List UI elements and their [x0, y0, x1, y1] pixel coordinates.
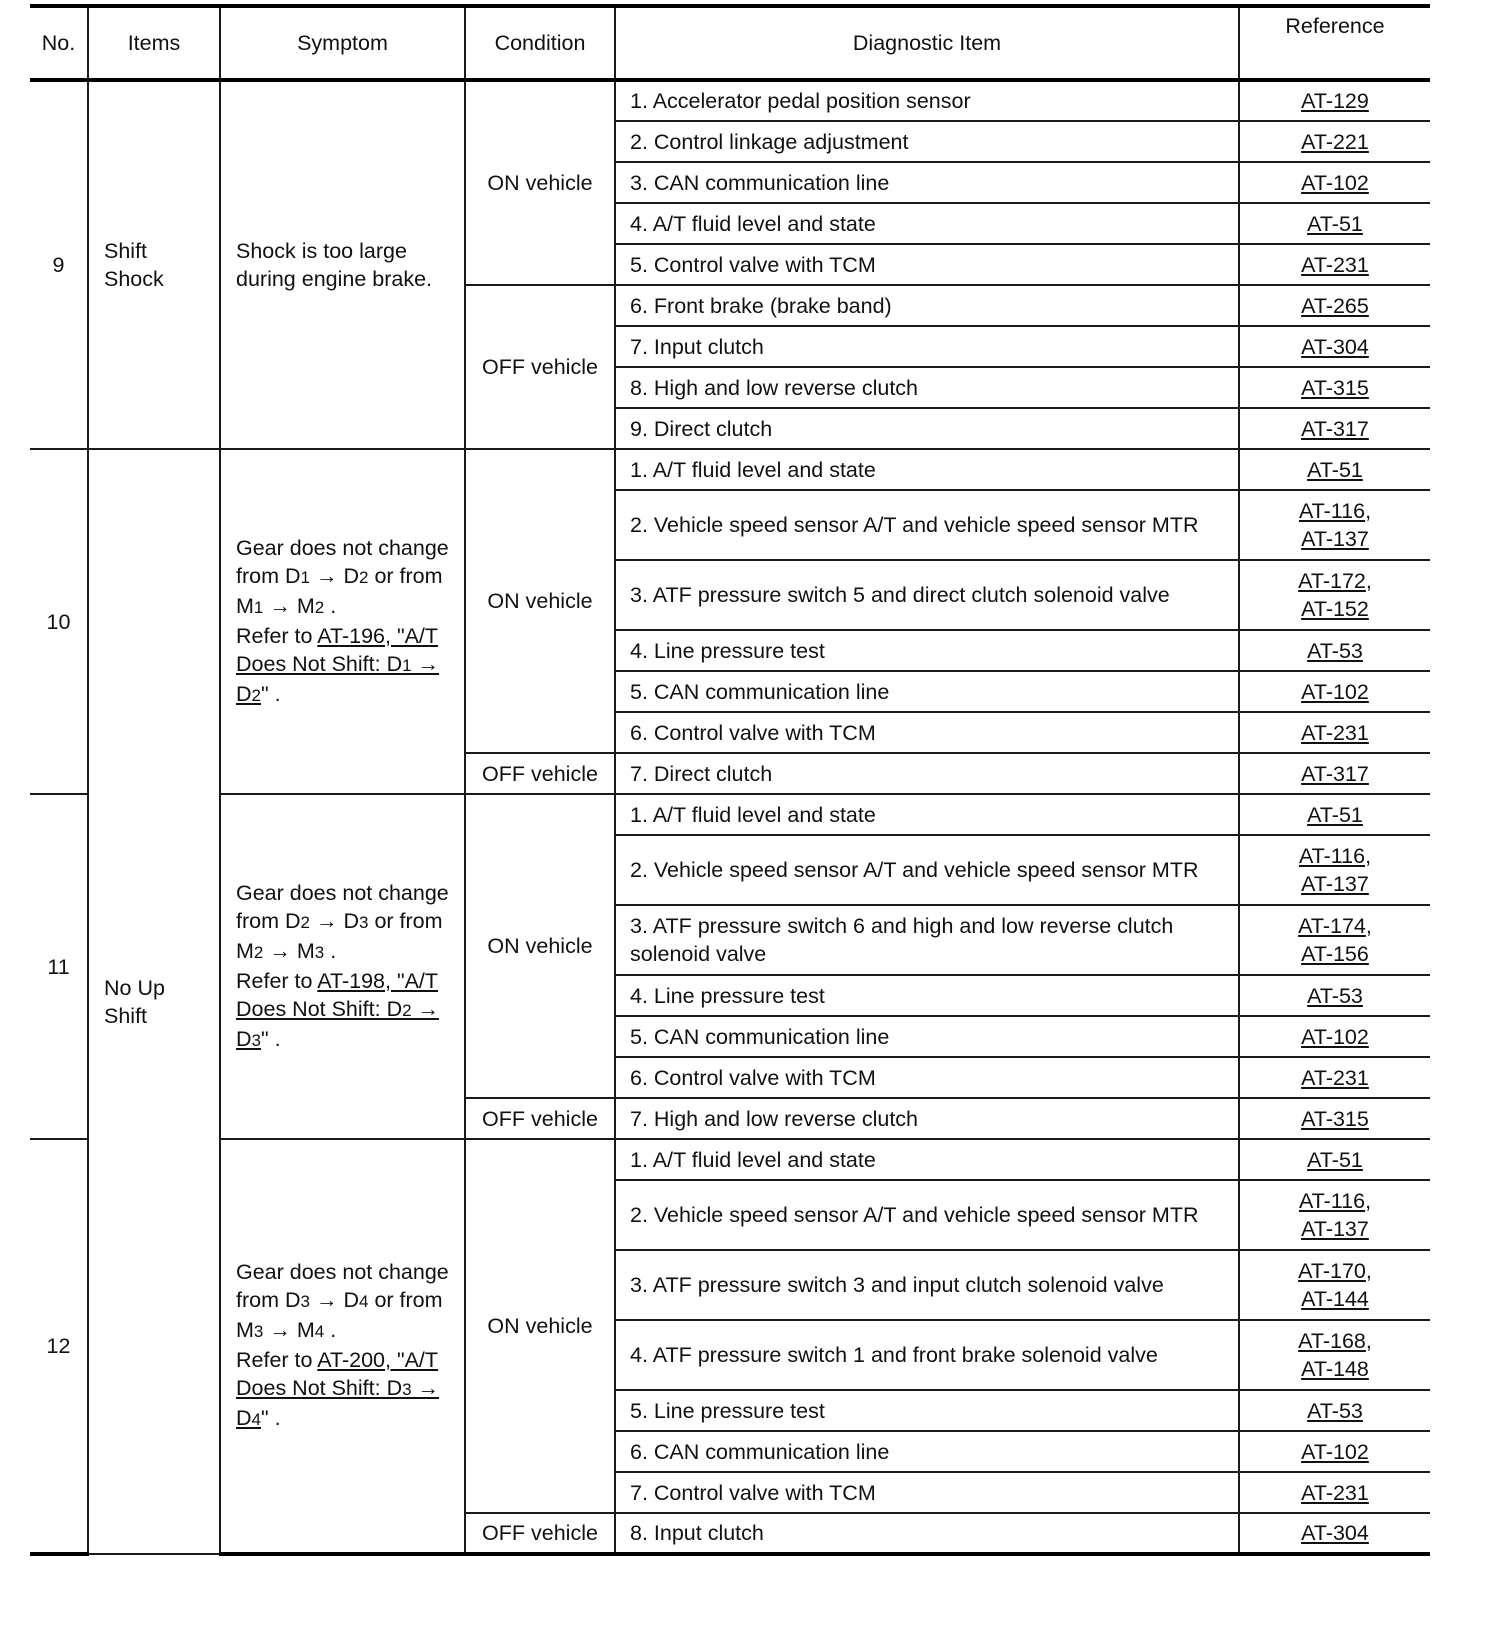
- symptom-link[interactable]: Does Not Shift: D2 →: [236, 996, 440, 1021]
- diagnostic-item: 6. CAN communication line: [615, 1431, 1239, 1472]
- diagnostic-item: 5. CAN communication line: [615, 671, 1239, 712]
- arrow-icon: →: [269, 938, 291, 963]
- diagnostic-item: 4. Line pressure test: [615, 975, 1239, 1016]
- reference-cell: [1239, 712, 1430, 753]
- reference-link[interactable]: AT-53: [1307, 1398, 1363, 1423]
- arrow-icon: →: [269, 593, 291, 618]
- reference-cell: [1239, 975, 1430, 1016]
- symptom-link[interactable]: Does Not Shift: D3 →: [236, 1376, 440, 1400]
- reference-link[interactable]: AT-129: [1301, 89, 1369, 113]
- diagnostic-table: [30, 4, 1430, 1556]
- diagnostic-item: 5. Control valve with TCM: [615, 244, 1239, 285]
- condition-cell: OFF vehicle: [465, 285, 615, 449]
- reference-cell: AT-116, AT-137: [1239, 835, 1430, 905]
- diagnostic-item: 1. A/T fluid level and state: [615, 449, 1239, 490]
- table-header-row: [30, 6, 1430, 80]
- symptom-cell: [220, 1139, 465, 1554]
- reference-link[interactable]: AT-172: [1298, 569, 1366, 593]
- symptom-link-end: D3" .: [236, 1026, 281, 1051]
- table-row: [30, 794, 1430, 835]
- symptom-link[interactable]: D3: [236, 1026, 261, 1051]
- reference-cell: [1239, 121, 1430, 162]
- table-row: [30, 449, 1430, 490]
- item-text: Shift: [104, 239, 148, 263]
- symptom-refer-line: Refer to AT-198, "A/T: [236, 968, 439, 993]
- row-number: 12: [30, 1139, 88, 1554]
- condition-cell: ON vehicle: [465, 1139, 615, 1513]
- reference-link[interactable]: AT-137: [1301, 527, 1369, 551]
- item-text: Shock: [104, 267, 164, 291]
- reference-link[interactable]: AT-144: [1301, 1287, 1369, 1311]
- symptom-gear-line: M2 → M3 .: [236, 938, 337, 963]
- item-cell: [88, 80, 220, 449]
- diagnostic-item: 3. CAN communication line: [615, 162, 1239, 203]
- reference-cell: [1239, 1057, 1430, 1098]
- symptom-link[interactable]: AT-196, "A/T: [317, 623, 439, 648]
- reference-link[interactable]: AT-231: [1301, 720, 1369, 745]
- row-number: 9: [30, 80, 88, 449]
- symptom-cell: [220, 449, 465, 794]
- reference-cell: AT-170, AT-144: [1239, 1250, 1430, 1320]
- diagnostic-item: 6. Front brake (brake band): [615, 285, 1239, 326]
- condition-cell: ON vehicle: [465, 80, 615, 285]
- diagnostic-item: 6. Control valve with TCM: [615, 712, 1239, 753]
- header-condition: Condition: [465, 6, 615, 80]
- diagnostic-item: 4. ATF pressure switch 1 and front brake solenoid valve: [615, 1320, 1239, 1390]
- reference-link[interactable]: AT-152: [1301, 597, 1369, 621]
- diagnostic-item: 4. Line pressure test: [615, 630, 1239, 671]
- diagnostic-item: 2. Vehicle speed sensor A/T and vehicle speed sensor MTR: [615, 490, 1239, 560]
- symptom-gear-line: M3 → M4 .: [236, 1318, 337, 1342]
- diagnostic-item: 7. Direct clutch: [615, 753, 1239, 794]
- diagnostic-item: 9. Direct clutch: [615, 408, 1239, 449]
- diagnostic-item: 3. ATF pressure switch 6 and high and low reverse clutch solenoid valve: [615, 905, 1239, 975]
- diagnostic-item: 7. Control valve with TCM: [615, 1472, 1239, 1513]
- arrow-icon: →: [315, 563, 338, 588]
- symptom-text: Gear does not change: [236, 535, 449, 560]
- reference-cell: [1239, 1098, 1430, 1139]
- reference-link[interactable]: AT-315: [1301, 1106, 1369, 1131]
- reference-cell: AT-116, AT-137: [1239, 1180, 1430, 1250]
- reference-link[interactable]: AT-51: [1307, 1147, 1363, 1172]
- reference-link[interactable]: AT-304: [1301, 334, 1369, 359]
- symptom-text: Gear does not change: [236, 880, 449, 905]
- reference-link[interactable]: AT-51: [1307, 457, 1363, 482]
- diagnostic-item: 7. Input clutch: [615, 326, 1239, 367]
- reference-link[interactable]: AT-148: [1301, 1357, 1369, 1381]
- reference-cell: [1239, 794, 1430, 835]
- reference-cell: [1239, 1472, 1430, 1513]
- diagnostic-item: 3. ATF pressure switch 3 and input clutch solenoid valve: [615, 1250, 1239, 1320]
- symptom-gear-line: M1 → M2 .: [236, 593, 337, 618]
- reference-cell: [1239, 1431, 1430, 1472]
- diagnostic-document: [30, 4, 1430, 1556]
- reference-cell: [1239, 80, 1430, 121]
- symptom-refer-line: Refer to AT-200, "A/T: [236, 1348, 439, 1372]
- reference-cell: [1239, 367, 1430, 408]
- symptom-text: Shock is too large: [236, 239, 407, 263]
- reference-link[interactable]: AT-116: [1298, 844, 1366, 868]
- reference-cell: [1239, 1139, 1430, 1180]
- reference-link[interactable]: AT-102: [1301, 1439, 1369, 1464]
- diagnostic-item: 5. Line pressure test: [615, 1390, 1239, 1431]
- reference-link[interactable]: AT-51: [1307, 802, 1363, 827]
- table-row: [30, 1139, 1430, 1180]
- reference-link[interactable]: AT-231: [1301, 1065, 1369, 1090]
- reference-cell: [1239, 630, 1430, 671]
- reference-link[interactable]: AT-137: [1301, 1217, 1369, 1241]
- diagnostic-item: 1. A/T fluid level and state: [615, 1139, 1239, 1180]
- item-text: No Up: [104, 975, 165, 1000]
- reference-link[interactable]: AT-102: [1301, 679, 1369, 704]
- reference-link[interactable]: AT-317: [1301, 416, 1369, 441]
- reference-cell: [1239, 753, 1430, 794]
- item-cell: [88, 449, 220, 1554]
- symptom-gear-line: from D3 → D4 or from: [236, 1288, 443, 1312]
- reference-link[interactable]: AT-231: [1301, 252, 1369, 277]
- symptom-gear-line: from D2 → D3 or from: [236, 908, 443, 933]
- reference-link[interactable]: AT-137: [1301, 872, 1369, 896]
- condition-cell: OFF vehicle: [465, 1513, 615, 1554]
- row-number: 11: [30, 794, 88, 1139]
- symptom-link[interactable]: D2: [236, 681, 261, 706]
- header-symptom: Symptom: [220, 6, 465, 80]
- condition-cell: ON vehicle: [465, 449, 615, 753]
- reference-link[interactable]: AT-53: [1307, 983, 1363, 1008]
- arrow-icon: →: [315, 1288, 338, 1312]
- condition-cell: ON vehicle: [465, 794, 615, 1098]
- diagnostic-item: 8. High and low reverse clutch: [615, 367, 1239, 408]
- diagnostic-item: 2. Vehicle speed sensor A/T and vehicle speed sensor MTR: [615, 1180, 1239, 1250]
- header-no: No.: [30, 6, 88, 80]
- reference-link[interactable]: AT-102: [1301, 1024, 1369, 1049]
- reference-cell: AT-168, AT-148: [1239, 1320, 1430, 1390]
- diagnostic-item: 4. A/T fluid level and state: [615, 203, 1239, 244]
- diagnostic-item: 3. ATF pressure switch 5 and direct clutch solenoid valve: [615, 560, 1239, 630]
- reference-cell: [1239, 244, 1430, 285]
- header-diagnostic-item: Diagnostic Item: [615, 6, 1239, 80]
- arrow-icon: →: [417, 1376, 440, 1400]
- symptom-cell: [220, 80, 465, 449]
- arrow-icon: →: [417, 651, 440, 676]
- reference-link[interactable]: AT-168: [1298, 1329, 1366, 1353]
- diagnostic-item: 1. A/T fluid level and state: [615, 794, 1239, 835]
- symptom-link-end: D2" .: [236, 681, 281, 706]
- header-items: Items: [88, 6, 220, 80]
- reference-link[interactable]: AT-116: [1298, 1189, 1366, 1213]
- reference-cell: AT-174, AT-156: [1239, 905, 1430, 975]
- arrow-icon: →: [269, 1318, 291, 1342]
- symptom-link[interactable]: D4: [236, 1406, 261, 1430]
- table-row: [30, 80, 1430, 121]
- reference-cell: [1239, 1390, 1430, 1431]
- reference-cell: [1239, 326, 1430, 367]
- reference-cell: [1239, 408, 1430, 449]
- condition-cell: OFF vehicle: [465, 1098, 615, 1139]
- symptom-link-end: D4" .: [236, 1406, 281, 1430]
- symptom-refer-line: Refer to AT-196, "A/T: [236, 623, 439, 648]
- diagnostic-item: 1. Accelerator pedal position sensor: [615, 80, 1239, 121]
- symptom-text: during engine brake.: [236, 267, 433, 291]
- arrow-icon: →: [315, 908, 338, 933]
- reference-link[interactable]: AT-315: [1301, 375, 1369, 400]
- reference-link[interactable]: AT-102: [1301, 170, 1369, 195]
- symptom-link[interactable]: AT-200, "A/T: [317, 1348, 439, 1372]
- reference-cell: [1239, 162, 1430, 203]
- reference-link[interactable]: AT-174: [1298, 914, 1366, 938]
- arrow-icon: →: [417, 996, 440, 1021]
- symptom-gear-line: from D1 → D2 or from: [236, 563, 443, 588]
- reference-link[interactable]: AT-221: [1301, 129, 1369, 154]
- reference-cell: [1239, 671, 1430, 712]
- reference-link[interactable]: AT-265: [1301, 293, 1369, 318]
- reference-cell: [1239, 203, 1430, 244]
- reference-cell: [1239, 285, 1430, 326]
- reference-link[interactable]: AT-116: [1298, 499, 1366, 523]
- symptom-cell: [220, 794, 465, 1139]
- reference-link[interactable]: AT-304: [1301, 1521, 1369, 1545]
- symptom-link[interactable]: Does Not Shift: D1 →: [236, 651, 440, 676]
- diagnostic-item: 6. Control valve with TCM: [615, 1057, 1239, 1098]
- header-reference: Reference: [1239, 6, 1430, 80]
- diagnostic-item: 7. High and low reverse clutch: [615, 1098, 1239, 1139]
- symptom-link[interactable]: AT-198, "A/T: [317, 968, 439, 993]
- reference-link[interactable]: AT-51: [1307, 211, 1363, 236]
- diagnostic-item: 8. Input clutch: [615, 1513, 1239, 1554]
- reference-link[interactable]: AT-170: [1298, 1259, 1366, 1283]
- diagnostic-item: 2. Control linkage adjustment: [615, 121, 1239, 162]
- symptom-text: Gear does not change: [236, 1260, 449, 1284]
- reference-cell: AT-116, AT-137: [1239, 490, 1430, 560]
- item-text: Shift: [104, 1003, 148, 1028]
- reference-link[interactable]: AT-231: [1301, 1480, 1369, 1505]
- diagnostic-item: 5. CAN communication line: [615, 1016, 1239, 1057]
- reference-link[interactable]: AT-317: [1301, 761, 1369, 786]
- reference-cell: AT-172, AT-152: [1239, 560, 1430, 630]
- diagnostic-item: 2. Vehicle speed sensor A/T and vehicle speed sensor MTR: [615, 835, 1239, 905]
- reference-link[interactable]: AT-53: [1307, 638, 1363, 663]
- row-number: 10: [30, 449, 88, 794]
- reference-cell: [1239, 1016, 1430, 1057]
- condition-cell: OFF vehicle: [465, 753, 615, 794]
- reference-link[interactable]: AT-156: [1301, 942, 1369, 966]
- reference-cell: [1239, 449, 1430, 490]
- reference-cell: [1239, 1513, 1430, 1554]
